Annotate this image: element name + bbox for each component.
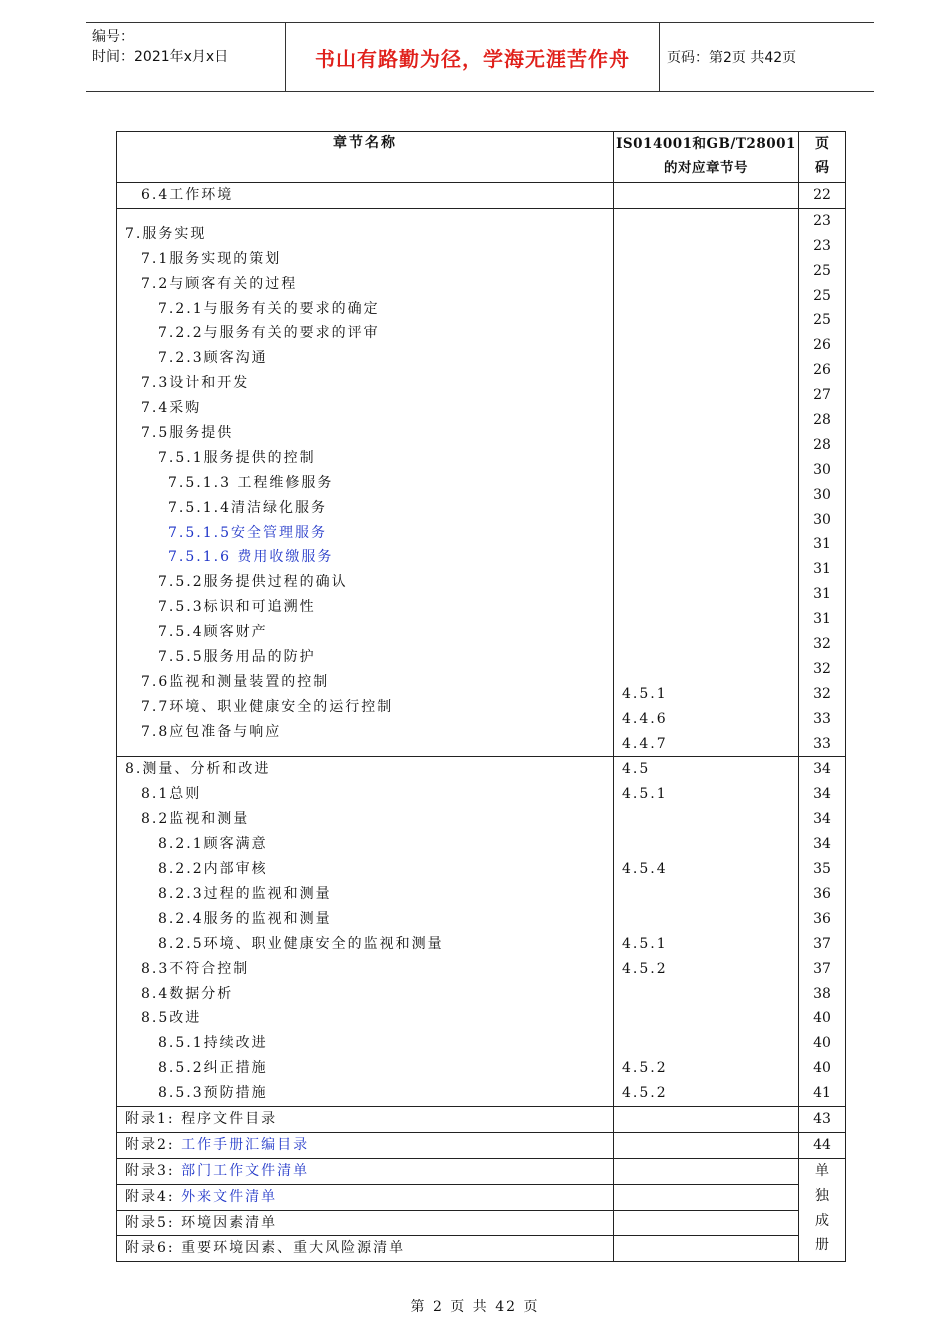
section-7-pages bbox=[799, 208, 846, 757]
toc-entry-iso: 4.5.2 bbox=[622, 1060, 668, 1077]
toc-entry-iso bbox=[614, 1006, 798, 1031]
appendix-prefix: 附录3: bbox=[125, 1162, 182, 1179]
page-header bbox=[86, 22, 874, 92]
toc-entry-iso bbox=[614, 284, 798, 309]
toc-entry-page: 28 bbox=[813, 436, 831, 453]
toc-entry-iso bbox=[614, 832, 798, 857]
appendix-title[interactable] bbox=[117, 1107, 613, 1132]
toc-entry-title[interactable]: 7.2.3顾客沟通 bbox=[158, 350, 268, 367]
toc-entry-title[interactable]: 6.4工作环境 bbox=[141, 187, 234, 203]
toc-entry-title[interactable]: 8.测量、分析和改进 bbox=[125, 761, 271, 778]
doc-number-label: 编号： bbox=[92, 29, 134, 45]
toc-entry-title[interactable]: 8.2.4服务的监视和测量 bbox=[158, 910, 332, 927]
toc-entry-page: 38 bbox=[813, 985, 831, 1002]
toc-entry-iso: 4.5.2 bbox=[622, 960, 668, 977]
toc-entry-page: 34 bbox=[813, 811, 831, 828]
appendix-name[interactable]: 工作手册汇编目录 bbox=[181, 1136, 310, 1153]
toc-table bbox=[116, 131, 846, 1262]
appendix-title[interactable] bbox=[117, 1236, 613, 1261]
toc-entry-iso bbox=[614, 557, 798, 582]
toc-entry-iso bbox=[614, 508, 798, 533]
header-page-info: 页码：第2页 共42页 bbox=[667, 50, 797, 66]
appendix-name[interactable]: 外来文件清单 bbox=[181, 1188, 278, 1205]
appendix-prefix: 附录2: bbox=[125, 1136, 182, 1153]
toc-entry-page: 32 bbox=[813, 636, 831, 653]
toc-entry-page: 40 bbox=[813, 1035, 831, 1052]
toc-entry-title[interactable]: 8.2监视和测量 bbox=[141, 811, 250, 828]
toc-entry-page: 22 bbox=[813, 187, 831, 203]
appendix-row bbox=[117, 1236, 846, 1262]
appendix-prefix: 附录1: bbox=[125, 1110, 182, 1127]
toc-entry-title[interactable]: 7.5.4顾客财产 bbox=[158, 624, 268, 641]
appendix-name[interactable]: 程序文件目录 bbox=[181, 1110, 278, 1127]
toc-entry-iso bbox=[614, 882, 798, 907]
toc-entry-page: 30 bbox=[813, 511, 831, 528]
time-label: 时间：2021年x月x日 bbox=[92, 49, 229, 65]
toc-entry-title[interactable]: 7.3设计和开发 bbox=[141, 375, 250, 392]
toc-entry-title[interactable]: 8.2.1顾客满意 bbox=[158, 836, 268, 853]
toc-entry-iso bbox=[614, 458, 798, 483]
toc-entry-iso bbox=[614, 807, 798, 832]
toc-entry-title[interactable]: 7.5.1服务提供的控制 bbox=[158, 449, 316, 466]
toc-entry-page: 26 bbox=[813, 337, 831, 354]
toc-entry-title[interactable]: 8.5.2纠正措施 bbox=[158, 1060, 268, 1077]
toc-entry-page: 37 bbox=[813, 935, 831, 952]
toc-entry-page: 23 bbox=[813, 212, 831, 229]
toc-entry-title[interactable]: 7.1服务实现的策划 bbox=[141, 250, 282, 267]
col-page-header: 页 码 bbox=[799, 132, 846, 183]
toc-entry-iso bbox=[614, 383, 798, 408]
toc-entry-page: 25 bbox=[813, 262, 831, 279]
toc-entry-title[interactable]: 8.1总则 bbox=[141, 786, 202, 803]
header-motto: 书山有路勤为径，学海无涯苦作舟 bbox=[286, 23, 660, 91]
toc-entry-page: 33 bbox=[813, 710, 831, 727]
toc-entry-iso: 4.5.1 bbox=[622, 786, 668, 803]
toc-entry-iso bbox=[614, 308, 798, 333]
toc-entry-page: 33 bbox=[813, 735, 831, 752]
appendix-row bbox=[117, 1158, 846, 1184]
toc-entry-title[interactable]: 8.2.3过程的监视和测量 bbox=[158, 885, 332, 902]
toc-entry-iso bbox=[614, 907, 798, 932]
separate-volume-char: 独 bbox=[815, 1187, 829, 1204]
appendix-row bbox=[117, 1210, 846, 1236]
toc-entry-iso: 4.5.4 bbox=[622, 861, 668, 878]
toc-row-6-4 bbox=[117, 183, 846, 209]
section-8-pages bbox=[799, 757, 846, 1106]
toc-entry-page: 36 bbox=[813, 910, 831, 927]
toc-entry-title[interactable]: 7.5.5服务用品的防护 bbox=[158, 649, 316, 666]
toc-entry-title[interactable]: 8.4数据分析 bbox=[141, 985, 234, 1002]
col-iso-header: IS014001和GB/T28001 的对应章节号 bbox=[614, 132, 799, 183]
toc-entry-title[interactable]: 8.3不符合控制 bbox=[141, 960, 250, 977]
toc-entry-iso bbox=[614, 1031, 798, 1056]
toc-entry-title[interactable]: 7.5服务提供 bbox=[141, 425, 234, 442]
toc-entry-iso bbox=[614, 632, 798, 657]
section-7-iso bbox=[614, 208, 799, 757]
toc-entry-page: 40 bbox=[813, 1010, 831, 1027]
toc-section-8 bbox=[117, 757, 846, 1106]
toc-entry-title[interactable]: 7.5.3标识和可追溯性 bbox=[158, 599, 316, 616]
separate-volume-char: 单 bbox=[815, 1162, 829, 1179]
appendix-page: 44 bbox=[813, 1136, 831, 1153]
toc-entry-page: 34 bbox=[813, 836, 831, 853]
toc-section-7 bbox=[117, 208, 846, 757]
toc-entry-iso bbox=[614, 408, 798, 433]
toc-entry-page: 23 bbox=[813, 237, 831, 254]
toc-entry-iso bbox=[614, 483, 798, 508]
toc-entry-iso: 4.4.6 bbox=[622, 710, 668, 727]
appendix-name[interactable]: 重要环境因素、重大风险源清单 bbox=[181, 1240, 406, 1257]
toc-entry-title[interactable]: 7.6监视和测量装置的控制 bbox=[141, 673, 330, 690]
appendix-row bbox=[117, 1132, 846, 1158]
appendix-prefix: 附录4: bbox=[125, 1188, 182, 1205]
toc-entry-title[interactable]: 8.2.5环境、职业健康安全的监视和测量 bbox=[158, 935, 444, 952]
toc-entry-iso bbox=[614, 234, 798, 259]
toc-entry-title[interactable]: 7.5.1.4清洁绿化服务 bbox=[168, 499, 327, 516]
toc-entry-iso bbox=[614, 657, 798, 682]
toc-entry-page: 34 bbox=[813, 761, 831, 778]
toc-entry-iso: 4.5.2 bbox=[622, 1085, 668, 1102]
toc-entry-page: 35 bbox=[813, 861, 831, 878]
toc-entry-iso bbox=[614, 607, 798, 632]
toc-entry-iso bbox=[614, 259, 798, 284]
toc-entry-iso bbox=[614, 433, 798, 458]
toc-entry-title[interactable]: 7.4采购 bbox=[141, 400, 202, 417]
toc-entry-title[interactable]: 7.5.1.5安全管理服务 bbox=[168, 524, 327, 541]
separate-volume-char: 成 bbox=[815, 1212, 829, 1229]
appendix-row bbox=[117, 1106, 846, 1132]
appendix-prefix: 附录6: bbox=[125, 1240, 182, 1257]
toc-entry-title[interactable]: 7.5.2服务提供过程的确认 bbox=[158, 574, 348, 591]
separate-volume-char: 册 bbox=[815, 1237, 829, 1254]
toc-entry-title[interactable]: 7.8应包准备与响应 bbox=[141, 723, 282, 740]
toc-entry-title[interactable]: 7.5.1.6 费用收缴服务 bbox=[168, 549, 334, 566]
toc-entry-iso: 4.5 bbox=[622, 761, 651, 778]
toc-entry-page: 25 bbox=[813, 287, 831, 304]
toc-entry-page: 31 bbox=[813, 561, 831, 578]
toc-entry-title[interactable]: 8.5.3预防措施 bbox=[158, 1085, 268, 1102]
toc-entry-title[interactable]: 7.5.1.3 工程维修服务 bbox=[168, 474, 334, 491]
toc-entry-page: 36 bbox=[813, 885, 831, 902]
toc-entry-iso bbox=[614, 532, 798, 557]
toc-entry-page: 37 bbox=[813, 960, 831, 977]
toc-entry-page: 34 bbox=[813, 786, 831, 803]
separate-volume-note bbox=[799, 1158, 846, 1262]
toc-entry-page: 41 bbox=[813, 1085, 831, 1102]
toc-entry-title[interactable]: 7.2与顾客有关的过程 bbox=[141, 275, 298, 292]
section-8-titles bbox=[117, 757, 614, 1106]
toc-entry-iso: 4.5.1 bbox=[622, 935, 668, 952]
toc-entry-iso bbox=[614, 209, 798, 234]
toc-entry-iso bbox=[614, 358, 798, 383]
toc-entry-title[interactable]: 8.5.1持续改进 bbox=[158, 1035, 268, 1052]
toc-entry-iso: 4.5.1 bbox=[622, 685, 668, 702]
header-meta bbox=[86, 23, 286, 91]
toc-entry-title[interactable]: 7.服务实现 bbox=[125, 225, 207, 242]
toc-entry-page: 32 bbox=[813, 660, 831, 677]
toc-header-row bbox=[117, 132, 846, 183]
toc-entry-title[interactable]: 7.2.1与服务有关的要求的确定 bbox=[158, 300, 380, 317]
toc-entry-iso bbox=[614, 333, 798, 358]
toc-entry-title[interactable]: 7.7环境、职业健康安全的运行控制 bbox=[141, 698, 394, 715]
toc-entry-page: 25 bbox=[813, 312, 831, 329]
toc-entry-title[interactable]: 7.2.2与服务有关的要求的评审 bbox=[158, 325, 380, 342]
page-footer: 第 2 页 共 42 页 bbox=[410, 1299, 540, 1315]
toc-entry-page: 26 bbox=[813, 362, 831, 379]
toc-entry-iso bbox=[614, 982, 798, 1007]
toc-entry-page: 27 bbox=[813, 387, 831, 404]
appendix-name[interactable]: 环境因素清单 bbox=[181, 1214, 278, 1231]
toc-entry-page: 30 bbox=[813, 486, 831, 503]
col-title-header: 章节名称 bbox=[117, 132, 614, 183]
toc-entry-page: 30 bbox=[813, 461, 831, 478]
appendix-prefix: 附录5: bbox=[125, 1214, 182, 1231]
section-7-titles bbox=[117, 208, 614, 757]
toc-entry-page: 40 bbox=[813, 1060, 831, 1077]
appendix-title[interactable] bbox=[117, 1159, 613, 1184]
toc-entry-title[interactable]: 8.5改进 bbox=[141, 1010, 202, 1027]
appendix-title[interactable] bbox=[117, 1133, 613, 1158]
appendix-title[interactable] bbox=[117, 1211, 613, 1236]
appendix-name[interactable]: 部门工作文件清单 bbox=[181, 1162, 310, 1179]
toc-entry-page: 32 bbox=[813, 685, 831, 702]
appendix-title[interactable] bbox=[117, 1185, 613, 1210]
toc-entry-page: 31 bbox=[813, 611, 831, 628]
toc-entry-page: 28 bbox=[813, 412, 831, 429]
toc-entry-page: 31 bbox=[813, 536, 831, 553]
appendix-page: 43 bbox=[813, 1110, 831, 1127]
toc-entry-title[interactable]: 8.2.2内部审核 bbox=[158, 861, 268, 878]
toc-entry-iso bbox=[614, 582, 798, 607]
toc-entry-iso: 4.4.7 bbox=[622, 735, 668, 752]
appendix-row bbox=[117, 1184, 846, 1210]
toc-entry-page: 31 bbox=[813, 586, 831, 603]
section-8-iso bbox=[614, 757, 799, 1106]
